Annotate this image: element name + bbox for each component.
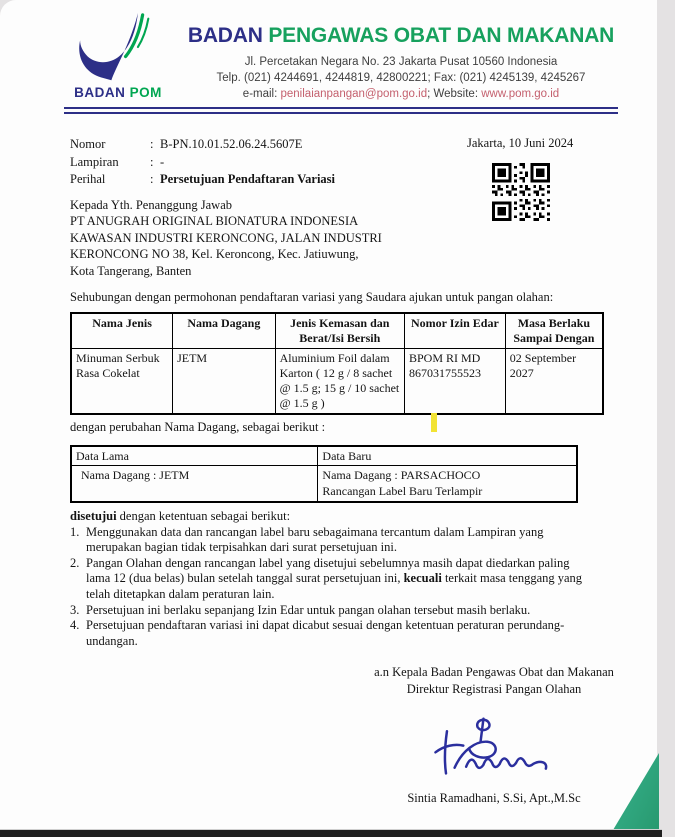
term-item-2: 2. Pangan Olahan dengan rancangan label yang disetujui sebelumnya masih dapat diedarkan paling lama 12 (dua belas) bulan setelah tanggal surat persetujuan ini, kecuali terkait masa tenggang yang telah ditetapkan dalam peraturan lain.	[70, 555, 583, 601]
col-nomor-izin-edar: Nomor Izin Edar	[404, 313, 505, 349]
col-nama-jenis: Nama Jenis	[71, 313, 173, 349]
recipient-block	[70, 197, 382, 279]
recipient-line: PT ANUGRAH ORIGINAL BIONATURA INDONESIA	[70, 214, 359, 229]
cell-nama-dagang: JETM	[173, 349, 275, 415]
product-table-header-row	[71, 313, 603, 349]
terms-intro: disetujui dengan ketentuan sebagai berikut:	[70, 509, 291, 523]
letterhead	[150, 24, 652, 102]
highlight-mark	[431, 413, 437, 432]
recipient-line: Kepada Yth. Penanggung Jawab	[70, 198, 232, 212]
change-table-header-row	[71, 446, 577, 466]
letter-date: Jakarta, 10 Juni 2024	[467, 136, 574, 150]
change-intro: dengan perubahan Nama Dagang, sebagai berikut :	[70, 420, 326, 434]
qr-code	[492, 163, 550, 221]
signature-on-behalf: a.n Kepala Badan Pengawas Obat dan Makanan	[374, 665, 614, 679]
col-jenis-kemasan: Jenis Kemasan dan Berat/Isi Bersih	[275, 313, 404, 349]
cell-nomor-izin-edar: BPOM RI MD 867031755523	[404, 349, 505, 415]
cell-data-baru: Nama Dagang : PARSACHOCO Rancangan Label Baru Terlampir	[318, 466, 577, 503]
cell-masa-berlaku: 02 September 2027	[505, 349, 603, 415]
agency-email: penilaianpangan@pom.go.id	[280, 88, 428, 100]
change-table	[70, 445, 578, 503]
header-divider	[64, 107, 618, 114]
term-item-3: 3. Persetujuan ini berlaku sepanjang Izin Edar untuk pangan olahan tersebut masih berlaku.	[70, 602, 531, 617]
col-nama-dagang: Nama Dagang	[173, 313, 275, 349]
term-item-4: 4. Persetujuan pendaftaran variasi ini dapat dicabut sesuai dengan ketentuan peraturan perundang-undangan.	[70, 618, 565, 648]
recipient-line: KAWASAN INDUSTRI KERONCONG, JALAN INDUSTRI	[70, 230, 382, 245]
intro-paragraph: Sehubungan dengan permohonan pendaftaran variasi yang Saudara ajukan untuk pangan olahan:	[70, 290, 554, 304]
recipient-line: Kota Tangerang, Banten	[70, 263, 192, 278]
agency-contact	[150, 54, 652, 102]
cell-jenis-kemasan: Aluminium Foil dalam Karton ( 12 g / 8 sachet @ 1.5 g; 15 g / 10 sachet @ 1.5 g )	[275, 349, 404, 415]
meta-lampiran: Lampiran : -	[70, 154, 165, 169]
col-data-lama: Data Lama	[71, 446, 318, 466]
bpom-swoosh-icon	[75, 12, 161, 84]
meta-nomor: Nomor : B-PN.10.01.52.06.24.5607E	[70, 137, 303, 151]
recipient-line: KERONCONG NO 38, Kel. Keroncong, Kec. Jatiuwung,	[70, 247, 359, 262]
terms-section	[70, 509, 594, 649]
product-table-row	[71, 349, 603, 415]
cell-nama-jenis: Minuman Serbuk Rasa Cokelat	[71, 349, 173, 415]
product-table	[70, 312, 604, 415]
change-table-row	[71, 466, 577, 503]
cell-data-lama: Nama Dagang : JETM	[71, 466, 318, 503]
term-item-1: 1. Menggunakan data dan rancangan label baru sebagaimana tercantum dalam Lampiran yang merupakan bagian tidak terpisahkan dari surat persetujuan ini.	[70, 524, 544, 555]
agency-website: www.pom.go.id	[481, 88, 560, 100]
agency-address: Jl. Percetakan Negara No. 23 Jakarta Pusat 10560 Indonesia	[244, 56, 558, 68]
letter-meta	[70, 136, 335, 189]
signature-block	[348, 664, 640, 807]
signature-scribble	[419, 712, 569, 784]
agency-title: BADAN PENGAWAS OBAT DAN MAKANAN	[187, 24, 615, 47]
meta-perihal: Perihal : Persetujuan Pendaftaran Variasi	[70, 172, 335, 186]
signature-title: Direktur Registrasi Pangan Olahan	[406, 682, 582, 696]
agency-phone: Telp. (021) 4244691, 4244819, 42800221; Fax: (021) 4245139, 4245267	[216, 72, 586, 84]
col-masa-berlaku: Masa Berlaku Sampai Dengan	[505, 313, 603, 349]
signatory-name: Sintia Ramadhani, S.Si, Apt.,M.Sc	[407, 791, 581, 805]
agency-email-web: e-mail: penilaianpangan@pom.go.id; Website: www.pom.go.id	[242, 88, 560, 100]
logo-wordmark: BADAN POM	[74, 85, 162, 100]
col-data-baru: Data Baru	[318, 446, 577, 466]
